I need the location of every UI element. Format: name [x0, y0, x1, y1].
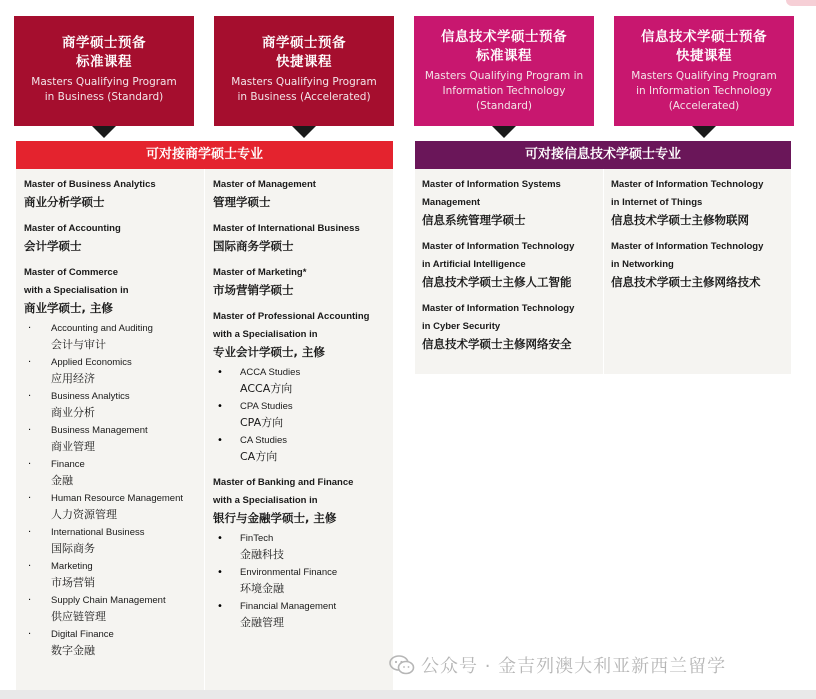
business-masters-header: 可对接商学硕士专业	[16, 141, 393, 169]
program-name-en: Master of Business Analytics	[24, 179, 156, 190]
program-name-en: Master of Marketing*	[213, 267, 307, 278]
bullet-icon: ·	[28, 323, 32, 334]
list-item	[24, 491, 202, 523]
list-item	[24, 355, 202, 387]
specialisation-en: FinTech	[240, 533, 274, 544]
specialisation-en: Accounting and Auditing	[51, 323, 153, 334]
specialisation-en: Applied Economics	[51, 357, 132, 368]
specialisation-cn: 商业分析	[51, 406, 95, 419]
down-arrow-icon	[292, 126, 316, 138]
program-en-line: (Standard)	[476, 100, 532, 112]
list-item	[213, 399, 391, 431]
specialisation-en: ACCA Studies	[240, 367, 301, 378]
it-column-2	[611, 176, 789, 300]
bullet-icon: ·	[28, 391, 32, 402]
list-item	[24, 593, 202, 625]
specialisation-list	[24, 321, 202, 659]
bullet-icon: ·	[28, 561, 32, 572]
specialisation-list	[213, 365, 391, 465]
list-item	[213, 365, 391, 397]
watermark	[389, 652, 726, 678]
it-column-1	[422, 176, 600, 362]
program-name-cn: 银行与金融学硕士, 主修	[213, 511, 337, 525]
list-item	[24, 457, 202, 489]
list-item	[213, 599, 391, 631]
specialisation-en: Financial Management	[240, 601, 337, 612]
program-name-cn: 信息技术学硕士主修人工智能	[422, 275, 572, 289]
specialisation-cn: 商业管理	[51, 440, 95, 453]
specialisation-cn: 金融	[51, 474, 73, 487]
program-name-en: Master of Information Technology	[422, 303, 575, 314]
list-item	[213, 565, 391, 597]
bullet-icon: ·	[28, 527, 32, 538]
program-name-en: with a Specialisation in	[213, 329, 318, 340]
program-en-line: Masters Qualifying Program	[31, 76, 177, 88]
program-name-cn: 商业分析学硕士	[24, 195, 105, 209]
program-box-business-accelerated	[214, 16, 394, 126]
bullet-icon: •	[217, 567, 223, 578]
program-title-en	[414, 69, 594, 114]
program-name-cn: 专业会计学硕士, 主修	[213, 345, 325, 359]
list-item	[24, 389, 202, 421]
program-name-en: in Internet of Things	[611, 197, 703, 208]
it-divider	[603, 169, 604, 374]
list-item	[24, 627, 202, 659]
program-name-en: in Cyber Security	[422, 321, 501, 332]
down-arrow-icon	[692, 126, 716, 138]
program-title-en	[214, 75, 394, 105]
program-subtitle-cn: 快捷课程	[276, 54, 332, 70]
program-name-cn: 国际商务学硕士	[213, 239, 294, 253]
list-item	[24, 321, 202, 353]
program-box-it-accelerated	[614, 16, 794, 126]
list-item	[213, 433, 391, 465]
program-en-line: in Business (Standard)	[44, 91, 164, 103]
list-item	[213, 531, 391, 563]
specialisation-cn: 应用经济	[51, 372, 95, 385]
program-name-en: Master of Information Systems	[422, 179, 561, 190]
program-en-line: Information Technology	[442, 85, 566, 97]
specialisation-cn: ACCA方向	[240, 382, 293, 395]
program-en-line: Masters Qualifying Program	[631, 70, 777, 82]
program-name-en: Master of International Business	[213, 223, 360, 234]
bullet-icon: ·	[28, 459, 32, 470]
program-en-line: in Information Technology	[636, 85, 772, 97]
program-name-en: in Artificial Intelligence	[422, 259, 526, 270]
specialisation-en: Digital Finance	[51, 629, 114, 640]
program-subtitle-cn: 快捷课程	[676, 48, 732, 64]
program-title-cn: 信息技术学硕士预备	[641, 29, 767, 45]
bullet-icon: ·	[28, 629, 32, 640]
list-item	[24, 525, 202, 557]
bullet-icon: •	[217, 435, 223, 446]
program-name-en: Management	[422, 197, 481, 208]
business-column-2	[213, 176, 391, 633]
bullet-icon: •	[217, 533, 223, 544]
bullet-icon: ·	[28, 595, 32, 606]
specialisation-cn: 会计与审计	[51, 338, 106, 351]
program-name-cn: 信息系统管理学硕士	[422, 213, 526, 227]
specialisation-en: CPA Studies	[240, 401, 293, 412]
business-column-1	[24, 176, 202, 661]
program-title-en	[14, 75, 194, 105]
program-name-en: Master of Accounting	[24, 223, 121, 234]
program-en-line: Masters Qualifying Program in	[424, 70, 584, 82]
specialisation-list	[213, 531, 391, 631]
bottom-strip	[0, 690, 816, 699]
program-box-business-standard	[14, 16, 194, 126]
program-name-en: Master of Banking and Finance	[213, 477, 354, 488]
program-title-en	[614, 69, 794, 114]
bullet-icon: •	[217, 601, 223, 612]
down-arrow-icon	[492, 126, 516, 138]
program-name-cn: 信息技术学硕士主修网络安全	[422, 337, 572, 351]
program-name-cn: 商业学硕士, 主修	[24, 301, 113, 315]
program-en-line: in Business (Accelerated)	[237, 91, 371, 103]
specialisation-en: Marketing	[51, 561, 93, 572]
bullet-icon: ·	[28, 493, 32, 504]
program-name-cn: 市场营销学硕士	[213, 283, 294, 297]
bullet-icon: •	[217, 367, 223, 378]
specialisation-en: Human Resource Management	[51, 493, 184, 504]
bullet-icon: •	[217, 401, 223, 412]
list-item	[24, 559, 202, 591]
watermark-text: 公众号 · 金吉列澳大利亚新西兰留学	[421, 656, 727, 677]
program-en-line: (Accelerated)	[668, 100, 740, 112]
program-name-cn: 信息技术学硕士主修物联网	[611, 213, 749, 227]
program-name-en: with a Specialisation in	[24, 285, 129, 296]
program-subtitle-cn: 标准课程	[476, 48, 532, 64]
specialisation-en: Environmental Finance	[240, 567, 338, 578]
specialisation-en: Business Analytics	[51, 391, 130, 402]
specialisation-cn: 金融科技	[240, 548, 284, 561]
program-name-en: Master of Professional Accounting	[213, 311, 370, 322]
program-name-cn: 会计学硕士	[24, 239, 82, 253]
corner-decoration	[786, 0, 816, 6]
specialisation-en: Finance	[51, 459, 85, 470]
specialisation-cn: 国际商务	[51, 542, 95, 555]
program-name-en: Master of Management	[213, 179, 316, 190]
wechat-icon	[389, 655, 415, 675]
program-title-cn: 商学硕士预备	[262, 35, 346, 51]
program-subtitle-cn: 标准课程	[76, 54, 132, 70]
program-name-en: Master of Information Technology	[611, 241, 764, 252]
business-divider	[204, 169, 205, 690]
bullet-icon: ·	[28, 425, 32, 436]
program-name-en: in Networking	[611, 259, 674, 270]
specialisation-en: Supply Chain Management	[51, 595, 166, 606]
specialisation-cn: CPA方向	[240, 416, 284, 429]
specialisation-cn: 供应链管理	[51, 610, 106, 623]
specialisation-cn: 人力资源管理	[51, 508, 117, 521]
program-name-en: with a Specialisation in	[213, 495, 318, 506]
program-name-cn: 信息技术学硕士主修网络技术	[611, 275, 761, 289]
program-name-en: Master of Information Technology	[422, 241, 575, 252]
program-name-cn: 管理学硕士	[213, 195, 271, 209]
program-title-cn: 商学硕士预备	[62, 35, 146, 51]
specialisation-en: CA Studies	[240, 435, 287, 446]
specialisation-en: Business Management	[51, 425, 148, 436]
bullet-icon: ·	[28, 357, 32, 368]
program-name-en: Master of Information Technology	[611, 179, 764, 190]
program-title-cn: 信息技术学硕士预备	[441, 29, 567, 45]
down-arrow-icon	[92, 126, 116, 138]
it-masters-header: 可对接信息技术学硕士专业	[415, 141, 791, 169]
specialisation-cn: 数字金融	[51, 644, 95, 657]
specialisation-cn: 金融管理	[240, 616, 284, 629]
specialisation-en: International Business	[51, 527, 145, 538]
specialisation-cn: 环境金融	[240, 582, 284, 595]
specialisation-cn: 市场营销	[51, 576, 95, 589]
list-item	[24, 423, 202, 455]
program-name-en: Master of Commerce	[24, 267, 118, 278]
specialisation-cn: CA方向	[240, 450, 278, 463]
program-en-line: Masters Qualifying Program	[231, 76, 377, 88]
program-box-it-standard	[414, 16, 594, 126]
